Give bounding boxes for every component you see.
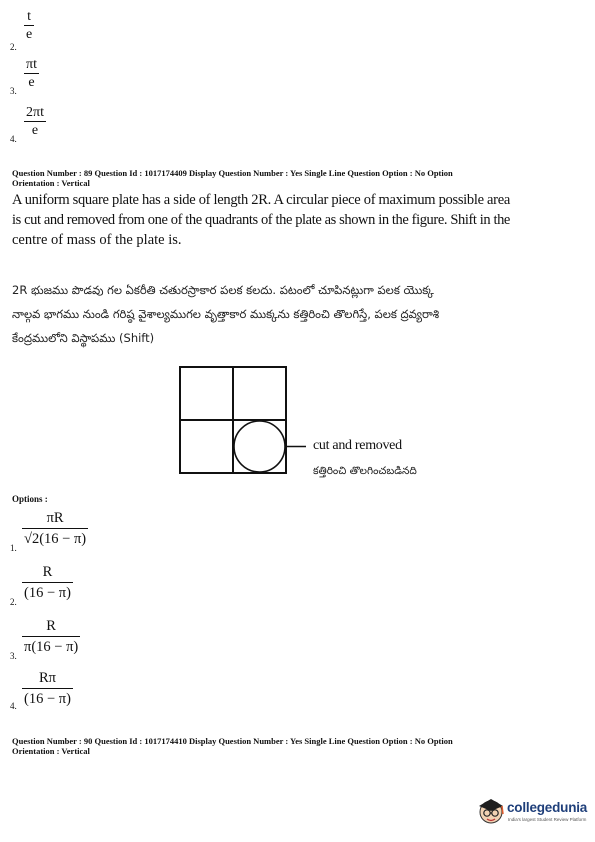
numerator: R bbox=[46, 618, 56, 634]
denominator: e bbox=[26, 27, 33, 42]
mascot-icon bbox=[476, 794, 506, 828]
figure-label-telugu: కత్తిరించి తొలగించబడినది bbox=[313, 465, 417, 477]
denominator: π(16 − π) bbox=[22, 636, 80, 657]
meta-line: Orientation : Vertical bbox=[12, 746, 90, 756]
fraction bbox=[24, 56, 39, 91]
denominator: √2(16 − π) bbox=[22, 528, 88, 549]
denominator: e bbox=[24, 73, 39, 91]
option-number: 2. bbox=[10, 597, 17, 607]
fraction bbox=[24, 8, 34, 43]
question-line: కేంద్రములోని విస్థాపము (Shift) bbox=[12, 331, 155, 345]
question-text-telugu bbox=[12, 278, 592, 350]
meta-line: Question Number : 90 Question Id : 1017174410 Display Question Number : Yes Single Line Question Option : No Option bbox=[12, 736, 453, 746]
denominator: e bbox=[24, 121, 46, 139]
question-meta bbox=[12, 168, 587, 188]
cut-circle bbox=[234, 421, 285, 472]
option-number: 4. bbox=[10, 701, 17, 711]
brand-tagline: India's largest Student Review Platform bbox=[508, 817, 587, 822]
question-line: A uniform square plate has a side of length 2R. A circular piece of maximum possible area bbox=[12, 192, 510, 208]
fraction bbox=[24, 104, 46, 139]
numerator: 2πt bbox=[26, 105, 44, 120]
fraction bbox=[22, 562, 73, 603]
question-line: నాల్గవ భాగము నుండి గరిష్ఠ వైశాల్యముగల వృత్తాకార ముక్కను కత్తిరించి తొలగిస్తే, పలక ద్రవ్యరాశి bbox=[12, 307, 440, 321]
question-meta bbox=[12, 736, 587, 756]
option-number: 3. bbox=[10, 651, 17, 661]
fraction bbox=[22, 616, 80, 657]
denominator: (16 − π) bbox=[22, 688, 73, 709]
options-heading: Options : bbox=[12, 494, 48, 504]
question-line: 2R భుజము పొడవు గల ఏకరీతి చతురస్రాకార పలక కలదు. పటంలో చూపినట్లుగా పలక యొక్క bbox=[12, 283, 434, 297]
collegedunia-logo bbox=[476, 794, 592, 830]
numerator: πR bbox=[46, 510, 64, 526]
question-line: centre of mass of the plate is. bbox=[12, 232, 182, 248]
fraction bbox=[22, 508, 88, 549]
denominator: (16 − π) bbox=[22, 582, 73, 603]
question-text-english bbox=[12, 190, 592, 250]
meta-line: Question Number : 89 Question Id : 1017174409 Display Question Number : Yes Single Line Question Option : No Option bbox=[12, 168, 453, 178]
brand-name: collegedunia bbox=[507, 800, 588, 815]
option-number: 2. bbox=[10, 42, 17, 52]
meta-line: Orientation : Vertical bbox=[12, 178, 90, 188]
numerator: R bbox=[42, 564, 53, 580]
option-number: 1. bbox=[10, 543, 17, 553]
figure-label-english: cut and removed bbox=[313, 438, 402, 453]
fraction bbox=[22, 668, 73, 709]
numerator: Rπ bbox=[38, 670, 56, 686]
numerator: t bbox=[27, 9, 32, 24]
option-number: 3. bbox=[10, 86, 17, 96]
option-number: 4. bbox=[10, 134, 17, 144]
numerator: πt bbox=[26, 57, 37, 72]
question-line: is cut and removed from one of the quadrants of the plate as shown in the figure. Shift in the bbox=[12, 212, 510, 228]
